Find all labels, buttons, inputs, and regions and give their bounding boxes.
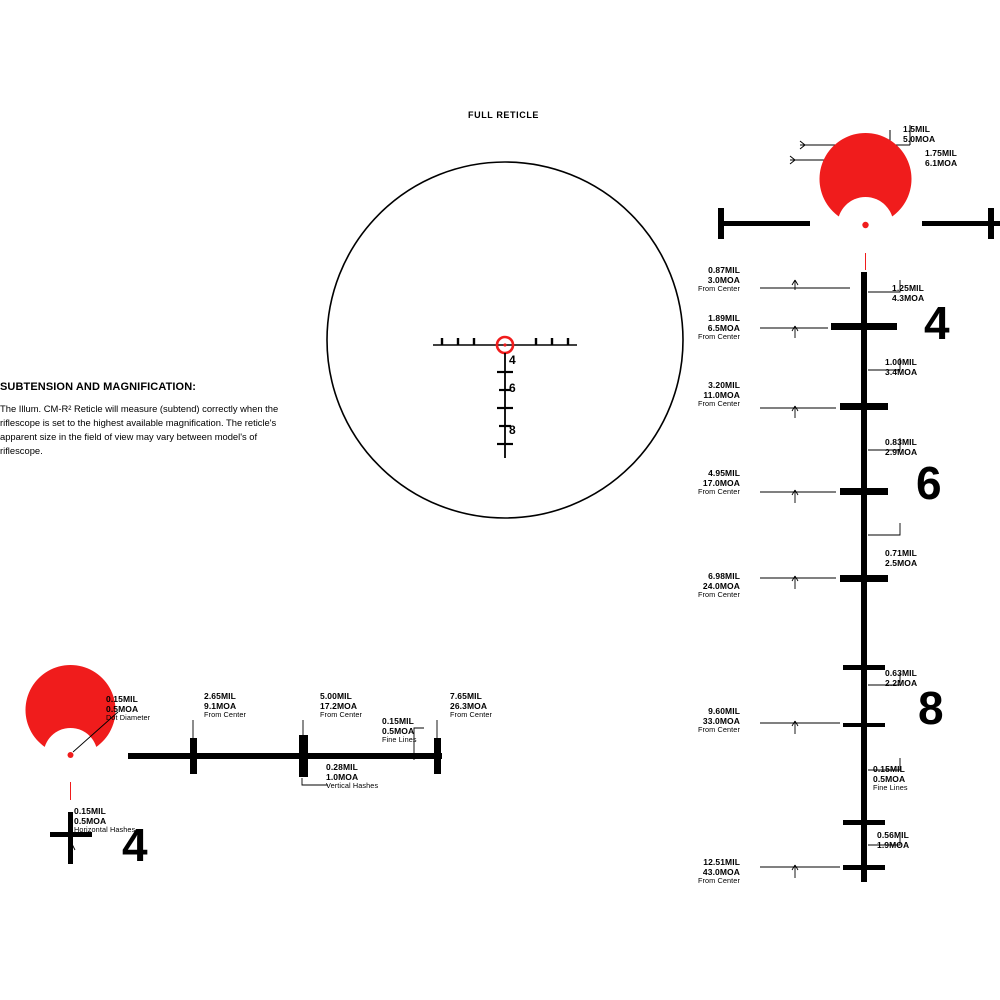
horizontal-dot-label: 0.15MIL 0.5MOA Dot Diameter (106, 694, 151, 722)
center-dot (503, 343, 506, 346)
vertical-label-left-4: 4.95MIL 17.0MOA From Center (697, 468, 740, 496)
vertical-bignumber-4: 4 (924, 297, 950, 349)
vertical-label-top-2: 1.75MIL 6.1MOA (925, 148, 958, 168)
horizontal-fine-lines-label: 0.15MIL 0.5MOA Fine Lines (382, 716, 417, 744)
full-reticle-number-4: 4 (509, 353, 516, 367)
vertical-label-right-7: 0.56MIL 1.9MOA (877, 830, 910, 850)
vertical-label-left-3: 3.20MIL 11.0MOA From Center (697, 380, 740, 408)
horizontal-mark-label-1: 2.65MIL 9.1MOA From Center (204, 691, 247, 719)
vertical-label-left-2: 1.89MIL 6.5MOA From Center (697, 313, 740, 341)
vertical-label-left-7: 12.51MIL 43.0MOA From Center (697, 857, 740, 885)
vertical-bignumber-8: 8 (918, 682, 944, 734)
vertical-label-right-2: 1.00MIL 3.4MOA (885, 357, 918, 377)
subtension-heading: SUBTENSION AND MAGNIFICATION: (0, 381, 197, 393)
red-horseshoe-horizontal (26, 665, 116, 800)
full-reticle-diagram (325, 140, 685, 550)
vertical-label-left-6: 9.60MIL 33.0MOA From Center (697, 706, 740, 734)
full-reticle-title: FULL RETICLE (468, 110, 540, 120)
vertical-bignumber-6: 6 (916, 457, 942, 509)
vertical-label-left-1: 0.87MIL 3.0MOA From Center (697, 265, 740, 293)
vertical-label-right-3: 0.83MIL 2.9MOA (885, 437, 918, 457)
vertical-label-right-4: 0.71MIL 2.5MOA (885, 548, 918, 568)
vertical-hashes-label: 0.28MIL 1.0MOA Vertical Hashes (326, 762, 379, 790)
vertical-label-right-1: 1.25MIL 4.3MOA (892, 283, 925, 303)
vertical-label-right-5: 0.63MIL 2.2MOA (885, 668, 918, 688)
full-reticle-number-6: 6 (509, 381, 516, 395)
vertical-detail-diagram (700, 120, 1000, 900)
subtension-body: The Illum. CM-R² Reticle will measure (subtend) correctly when the riflescope is set to the highest available magnification. The reticle's apparent size in the field of view may vary between model's of riflescope. (0, 403, 279, 456)
horizontal-mark-label-3: 7.65MIL 26.3MOA From Center (450, 691, 493, 719)
red-horseshoe (820, 133, 912, 270)
horizontal-hashes-label: 0.15MIL 0.5MOA Horizontal Hashes (74, 806, 136, 834)
left-leader-lines (760, 280, 850, 878)
vertical-label-left-5: 6.98MIL 24.0MOA From Center (697, 571, 740, 599)
reticle-circle (327, 162, 683, 518)
horizontal-mark-label-2: 5.00MIL 17.2MOA From Center (320, 691, 363, 719)
horizontal-bignumber-4: 4 (122, 819, 148, 871)
subtension-block (0, 381, 290, 458)
full-reticle-number-8: 8 (509, 423, 516, 437)
vertical-label-right-6: 0.15MIL 0.5MOA Fine Lines (873, 764, 908, 792)
vertical-label-top-1: 1.5MIL 5.0MOA (903, 124, 936, 144)
